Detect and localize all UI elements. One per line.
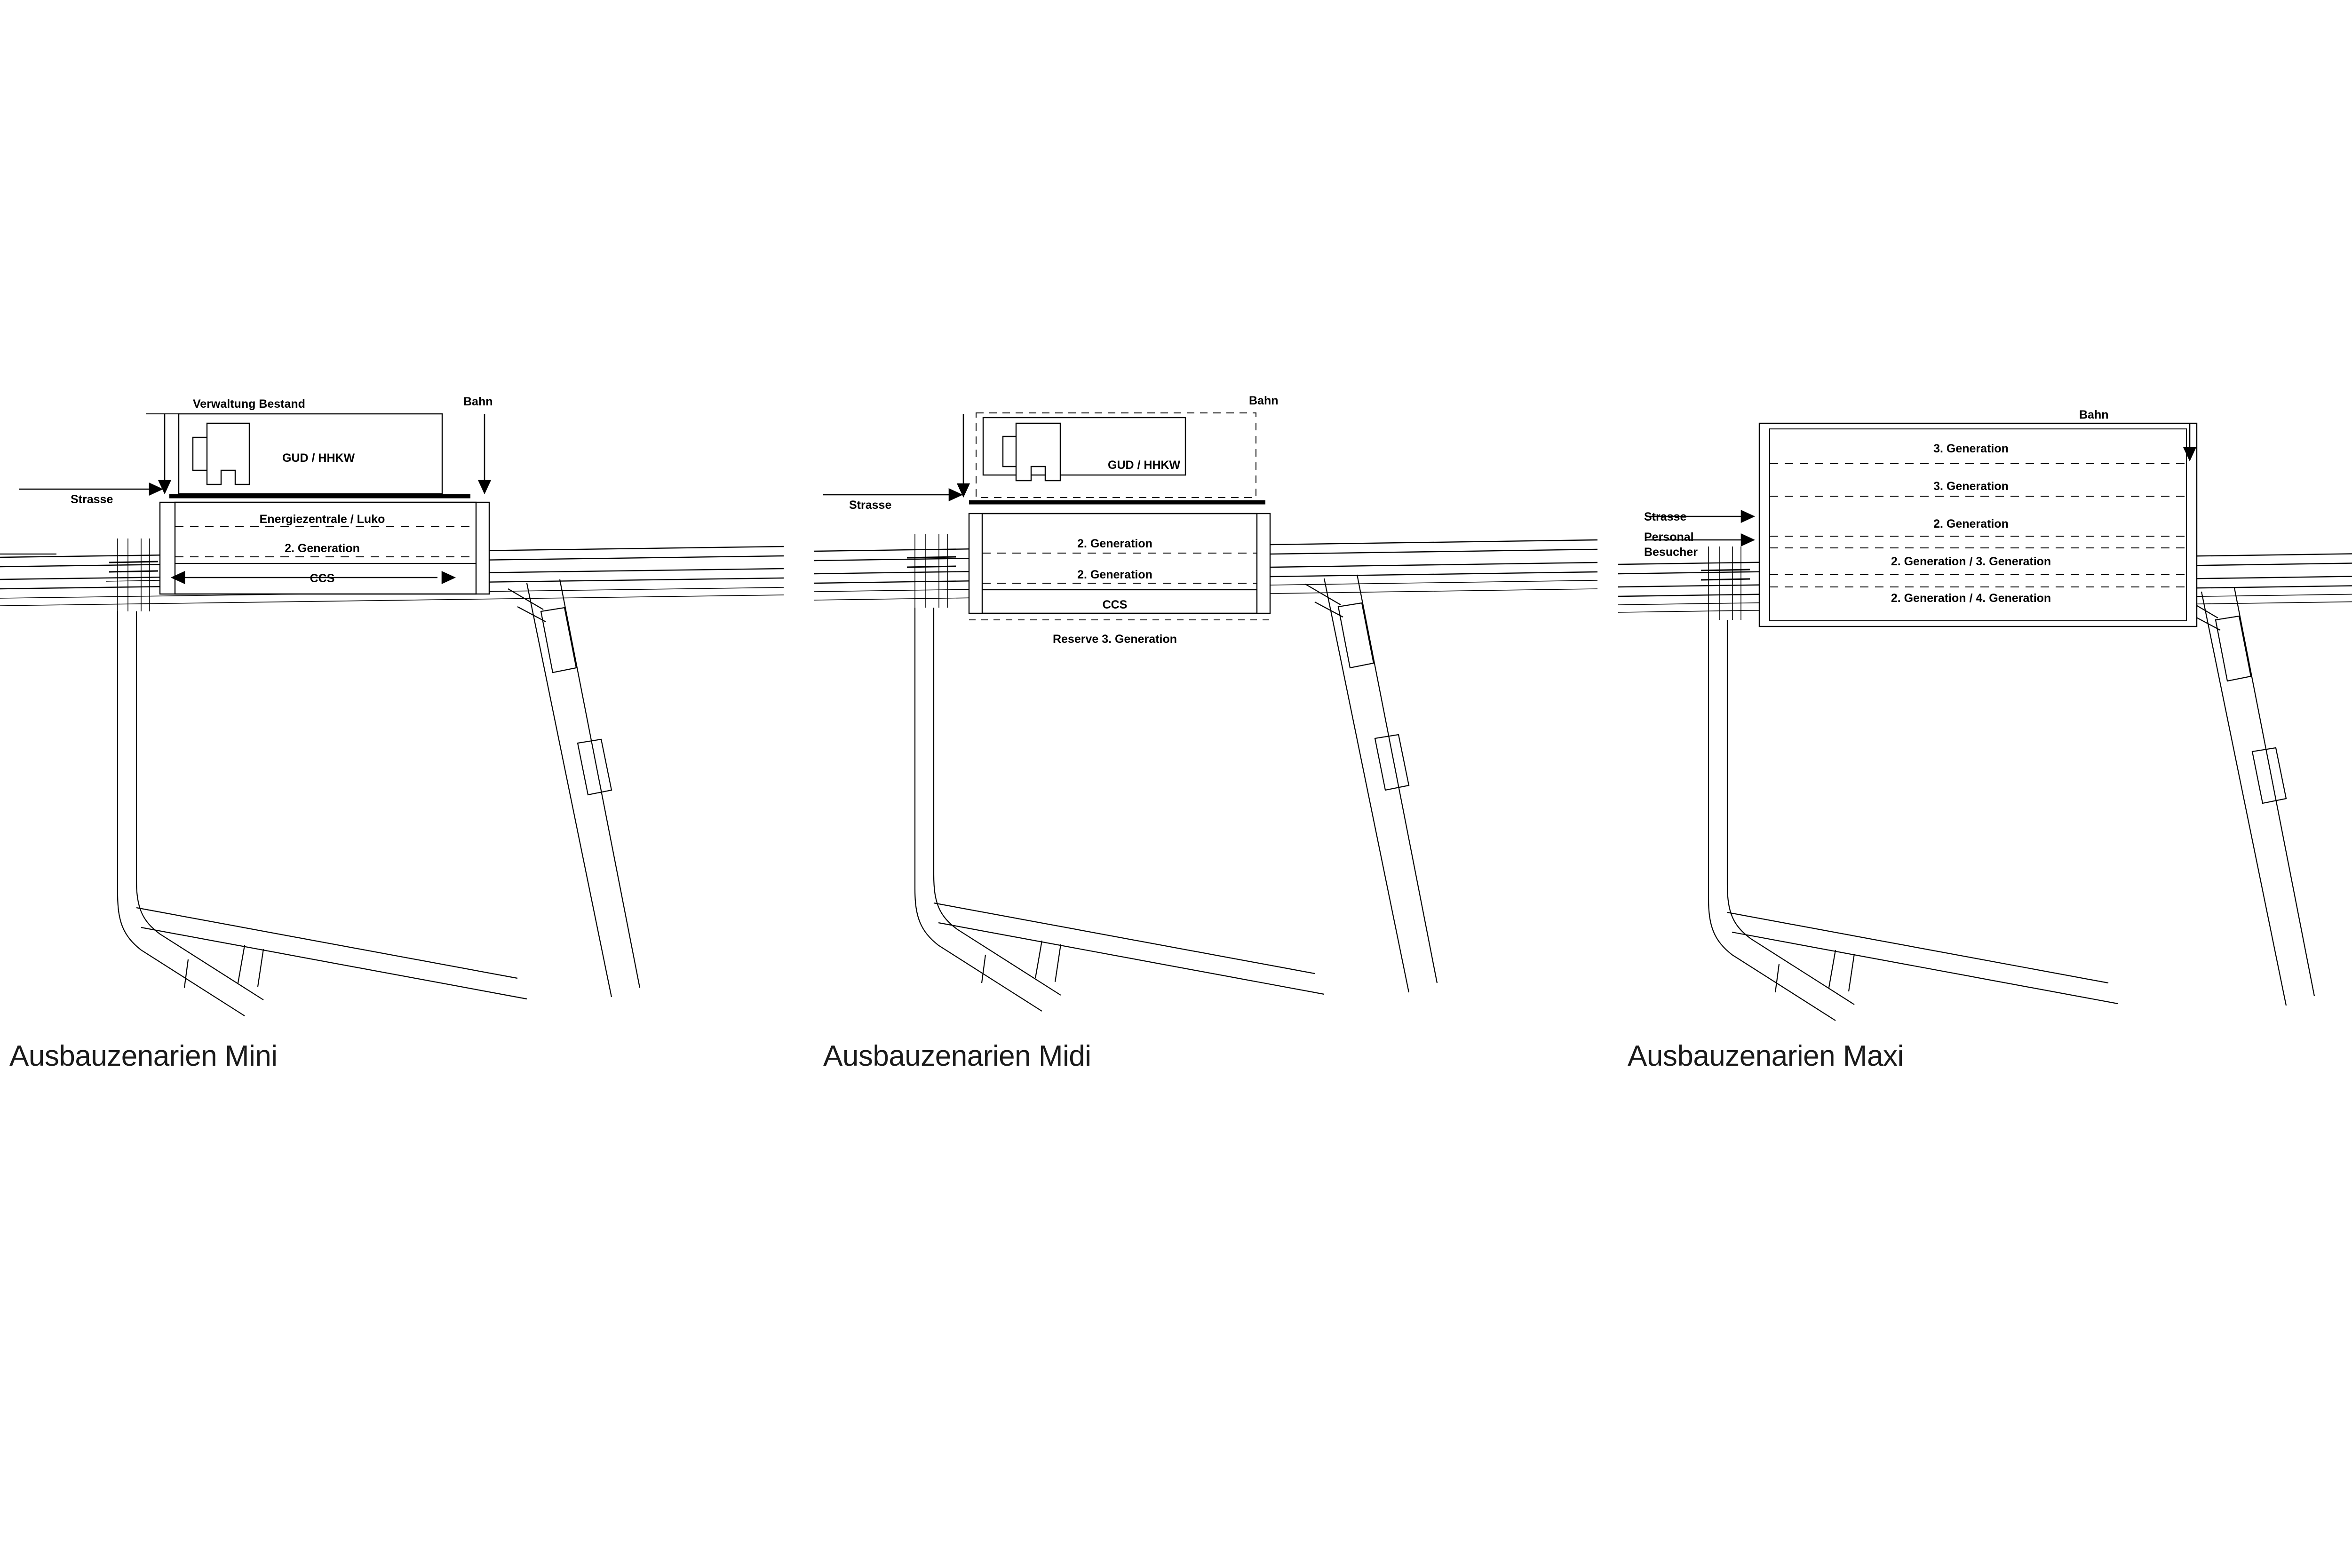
panel-mini: [0, 0, 784, 1568]
label-3-generation-2: 3. Generation: [1933, 480, 2009, 493]
label-bahn: Bahn: [463, 395, 493, 408]
site-plan-midi: [814, 0, 1597, 1082]
panel-midi: [814, 0, 1597, 1568]
label-2-generation-2: 2. Generation: [1077, 568, 1152, 581]
label-ccs: CCS: [1102, 598, 1128, 611]
label-gud-hhkw: GUD / HHKW: [1108, 459, 1181, 472]
label-bahn: Bahn: [1249, 394, 1279, 407]
label-2-3-generation: 2. Generation / 3. Generation: [1891, 555, 2051, 568]
label-2-generation: 2. Generation: [285, 542, 360, 555]
label-strasse: Strasse: [71, 493, 113, 506]
panel-title-maxi: Ausbauzenarien Maxi: [1628, 1040, 1904, 1072]
label-ccs: CCS: [310, 572, 335, 585]
panel-maxi: [1618, 0, 2352, 1568]
label-2-generation: 2. Generation: [1933, 517, 2009, 531]
label-3-generation-1: 3. Generation: [1933, 442, 2009, 455]
label-personal: Personal: [1644, 531, 1694, 544]
label-reserve-3-generation: Reserve 3. Generation: [1052, 633, 1177, 646]
site-plan-maxi: [1618, 0, 2352, 1082]
label-2-4-generation: 2. Generation / 4. Generation: [1891, 592, 2051, 605]
site-plan-mini: [0, 0, 784, 1082]
label-strasse: Strasse: [849, 499, 892, 512]
panel-title-midi: Ausbauzenarien Midi: [823, 1040, 1091, 1072]
label-energiezentrale-luko: Energiezentrale / Luko: [259, 513, 385, 526]
panel-title-mini: Ausbauzenarien Mini: [9, 1040, 278, 1072]
label-gud-hhkw: GUD / HHKW: [282, 451, 355, 465]
label-verwaltung-bestand: Verwaltung Bestand: [193, 397, 305, 411]
label-besucher: Besucher: [1644, 546, 1698, 559]
label-2-generation-1: 2. Generation: [1077, 537, 1152, 550]
label-strasse: Strasse: [1644, 510, 1687, 523]
label-bahn: Bahn: [2079, 408, 2109, 421]
